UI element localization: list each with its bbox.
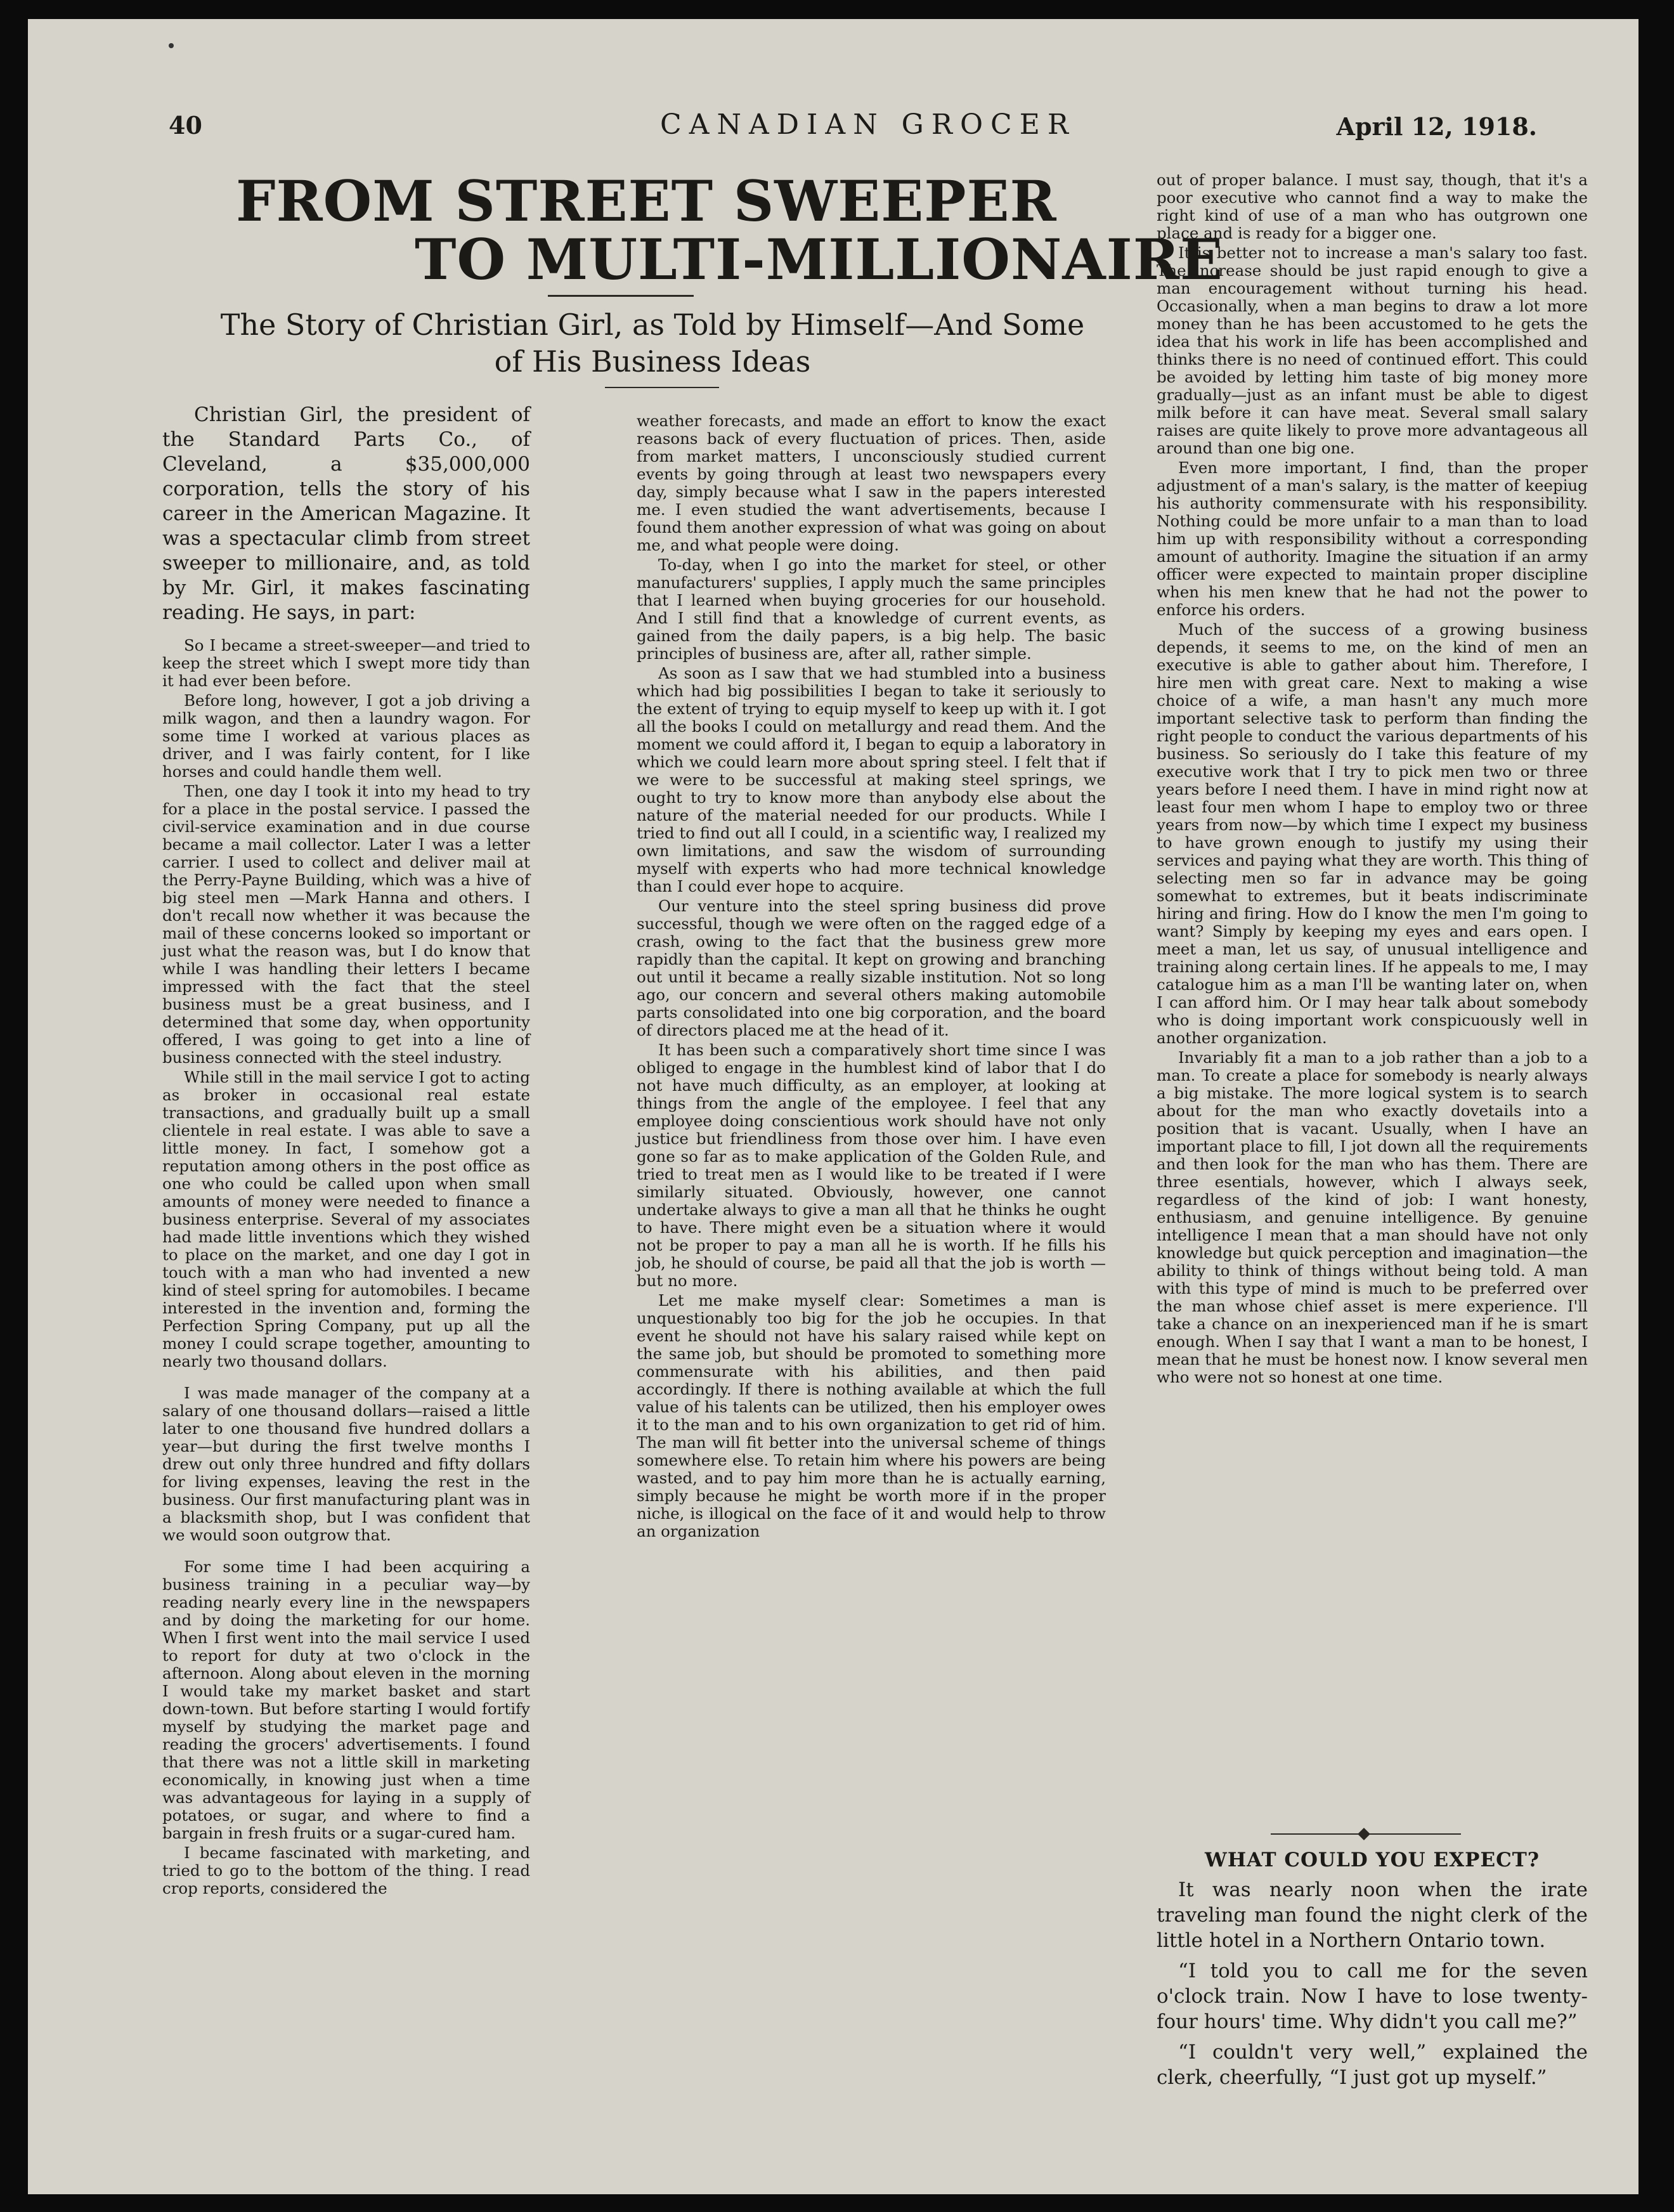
anecdote-paragraph: “I told you to call me for the seven o'clock train. Now I have to lose twenty-four hours' time. Why didn't you call me?” [1157, 1960, 1588, 2033]
body-paragraph: It has been such a comparatively short time since I was obliged to engage in the humblest kind of labor that I do not have much difficulty, as an employer, at looking at things from the angle of the employee. I feel that any employee doing conscientious work should have not only justice but friendliness from those over him. I have even gone so far as to make application of the Golden Rule, and tried to treat men as I would like to be treated if I were similarly situated. Obviously, however, one cannot undertake always to give a man all that he thinks he ought to have. There might even be a situation where it would not be proper to pay a man all he is worth. If he fills his job, he should of course, be paid all that the job is worth —but no more. [637, 1041, 1106, 1290]
lede-paragraph: Christian Girl, the president of the Standard Parts Co., of Cleveland, a $35,000,000 corporation, tells the story of his career in the American Magazine. It was a spectacular climb from street sweeper to millionaire, and, as told by Mr. Girl, it makes fascinating reading. He says, in part: [162, 403, 530, 624]
sidebar-anecdote [1157, 1877, 1588, 2095]
body-paragraph: Even more important, I find, than the proper adjustment of a man's salary, is the matter of keepiug his authority commensurate with his responsibility. Nothing could be more unfair to a man than to load him up with responsibility without a corresponding amount of authority. Imagine the situation if an army officer were expected to maintain proper discipline when his men knew that he had not the power to enforce his orders. [1157, 459, 1588, 619]
body-paragraph: As soon as I saw that we had stumbled into a business which had big possibilities I began to take it seriously to the extent of trying to equip myself to keep up with it. I got all the books I could on metallurgy and read them. And the moment we could afford it, I began to equip a laboratory in which we could learn more about spring steel. I felt that if we were to be successful at making steel springs, we ought to try to know more than anybody else about the nature of the material needed for our products. While I tried to find out all I could, in a scientific way, I realized my own limitations, and saw the wisdom of surrounding myself with experts who had more technical knowledge than I could ever hope to acquire. [637, 664, 1106, 895]
subtitle-rule [605, 387, 719, 388]
body-paragraph: To-day, when I go into the market for steel, or other manufacturers' supplies, I apply much the same principles that I learned when buying groceries for our household. And I still find that a knowledge of current events, as gained from the daily papers, is a big help. The basic principles of business are, after all, rather simple. [637, 556, 1106, 663]
body-paragraph: So I became a street-sweeper—and tried to keep the street which I swept more tidy than it had ever been before. [162, 636, 530, 690]
body-paragraph: weather forecasts, and made an effort to know the exact reasons back of every fluctuation of prices. Then, aside from market matters, I unconsciously studied current events by going through at least two newspapers every day, simply because what I saw in the papers interested me. I even studied the want advertisements, because I found them another expression of what was going on about me, and what people were doing. [637, 412, 1106, 554]
body-paragraph: Then, one day I took it into my head to try for a place in the postal service. I passed the civil-service examination and in due course became a mail collector. Later I was a letter carrier. I used to collect and deliver mail at the Perry-Payne Building, which was a hive of big steel men —Mark Hanna and others. I don't recall now whether it was because the mail of these concerns looked so important or just what the reason was, but I do know that while I was handling their letters I became impressed with the fact that the steel business must be a great business, and I determined that some day, when opportunity offered, I was going to get into a line of business connected with the steel industry. [162, 782, 530, 1067]
page-speck [169, 43, 174, 48]
body-paragraph: Much of the success of a growing business depends, it seems to me, on the kind of men an executive is able to gather about him. Therefore, I hire men with great care. Next to making a wise choice of a wife, a man hasn't any much more important selective task to perform than finding the right people to conduct the various departments of his business. So seriously do I take this feature of my executive work that I try to pick men two or three years before I need them. I have in mind right now at least four men whom I hape to employ two or three years from now—by which time I expect my business to have grown enough to justify my using their services and paying what they are worth. This thing of selecting men so far in advance may be going somewhat to extremes, but it beats indiscriminate hiring and firing. How do I know the men I'm going to want? Simply by keeping my eyes and ears open. I meet a man, let us say, of unusual intelligence and training along certain lines. If he appeals to me, I may catalogue him as a man I'll be wanting later on, when I can afford him. Or I may hear talk about somebody who is doing important work conspicuously well in another organization. [1157, 620, 1588, 1047]
body-paragraph: Invariably fit a man to a job rather than a job to a man. To create a place for somebody is nearly always a big mistake. The more logical system is to search about for the man who exactly dovetails into a position that is vacant. Usually, when I have an important place to fill, I jot down all the requirements and then look for the man who has them. There are three esentials, however, which I always seek, regardless of the kind of job: I want honesty, enthusiasm, and genuine intelligence. By genuine intelligence I mean that a man should have not only knowledge but quick perception and imagination—the ability to think of things without being told. A man with this type of mind is much to be preferred over the man whose chief asset is mere experience. I'll take a chance on an inexperienced man if he is smart enough. When I say that I want a man to be honest, I mean that he must be honest now. I know several men who were not so honest at one time. [1157, 1048, 1588, 1386]
body-paragraph: For some time I had been acquiring a business training in a peculiar way—by reading nearly every line in the newspapers and by doing the marketing for our home. When I first went into the mail service I used to report for duty at two o'clock in the afternoon. Along about eleven in the morning I would take my market basket and start down-town. But before starting I would fortify myself by studying the market page and reading the grocers' advertisements. I found that there was not a little skill in marketing economically, in knowing just when a time was advantageous for laying in a supply of potatoes, or sugar, and where to find a bargain in fresh fruits or a sugar-cured ham. [162, 1558, 530, 1842]
anecdote-paragraph: “I couldn't very well,” explained the clerk, cheerfully, “I just got up myself.” [1157, 2041, 1588, 2089]
article-lede [162, 403, 530, 625]
anecdote-paragraph: It was nearly noon when the irate traveling man found the night clerk of the little hotel in a Northern Ontario town. [1157, 1878, 1588, 1952]
journal-title: CANADIAN GROCER [660, 108, 1076, 141]
page-number: 40 [169, 111, 202, 140]
headline-rule [548, 295, 694, 297]
column-right [1157, 171, 1588, 1386]
body-paragraph: Our venture into the steel spring business did prove successful, though we were often on the ragged edge of a crash, owing to the fact that the business grew more rapidly than the capital. It kept on growing and branching out until it became a really sizable institution. Not so long ago, our concern and several others making automobile parts consolidated into one big corporation, and the board of directors placed me at the head of it. [637, 897, 1106, 1039]
column-left [162, 403, 530, 1897]
body-paragraph: out of proper balance. I must say, though, that it's a poor executive who cannot find a way to make the right kind of use of a man who has outgrown one place and is ready for a bigger one. [1157, 171, 1588, 242]
body-paragraph: I became fascinated with marketing, and tried to go to the bottom of the thing. I read crop reports, considered the [162, 1844, 530, 1897]
magazine-page [28, 19, 1638, 2194]
column-left-body [162, 637, 530, 1897]
running-header [28, 105, 1638, 149]
headline-line-1: FROM STREET SWEEPER [236, 168, 1057, 234]
sidebar-heading: WHAT COULD YOU EXPECT? [1205, 1849, 1540, 1871]
issue-date: April 12, 1918. [1336, 112, 1537, 141]
headline-line-2: TO MULTI-MILLIONAIRE [415, 226, 1224, 292]
divider-diamond-icon [1358, 1828, 1370, 1840]
section-divider [1271, 1830, 1461, 1838]
body-paragraph: It is better not to increase a man's salary too fast. The increase should be just rapid enough to give a man encouragement without turning his head. Occasionally, when a man begins to draw a lot more money than he has been accustomed to he gets the idea that his work in life has been accomplished and thinks there is no need of continued effort. This could be avoided by letting him taste of big money more gradually—just as an infant must be able to digest milk before it can have meat. Several small salary raises are quite likely to prove more advantageous all around than one big one. [1157, 244, 1588, 457]
body-paragraph: Before long, however, I got a job driving a milk wagon, and then a laundry wagon. For some time I worked at various places as driver, and I was fairly content, for I like horses and could handle them well. [162, 691, 530, 781]
body-paragraph: Let me make myself clear: Sometimes a man is unquestionably too big for the job he occupies. In that event he should not have his salary raised while kept on the same job, but should be promoted to something more commensurate with his abilities, and then paid accordingly. If there is nothing available at which the full value of his talents can be utilized, then his employer owes it to the man and to his own organization to get rid of him. The man will fit better into the universal scheme of things somewhere else. To retain him where his powers are being wasted, and to pay him more than he is actually earning, simply because he might be worth more if in the proper niche, is illogical on the face of it and would help to throw an organization [637, 1291, 1106, 1540]
column-middle [637, 412, 1106, 1540]
article-subtitle: The Story of Christian Girl, as Told by Himself—And Some of His Business Ideas [220, 308, 1085, 379]
body-paragraph: I was made manager of the company at a salary of one thousand dollars—raised a little later to one thousand five hundred dollars a year—but during the first twelve months I drew out only three hundred and fifty dollars for living expenses, leaving the rest in the business. Our first manufacturing plant was in a blacksmith shop, but I was confident that we would soon outgrow that. [162, 1384, 530, 1544]
body-paragraph: While still in the mail service I got to acting as broker in occasional real estate transactions, and gradually built up a small clientele in real estate. I was able to save a little money. In fact, I somehow got a reputation among others in the post office as one who could be called upon when small amounts of money were needed to finance a business enterprise. Several of my associates had made little inventions which they wished to place on the market, and one day I got in touch with a man who had invented a new kind of steel spring for automobiles. I became interested in the invention and, forming the Perfection Spring Company, put up all the money I could scrape together, amounting to nearly two thousand dollars. [162, 1068, 530, 1370]
